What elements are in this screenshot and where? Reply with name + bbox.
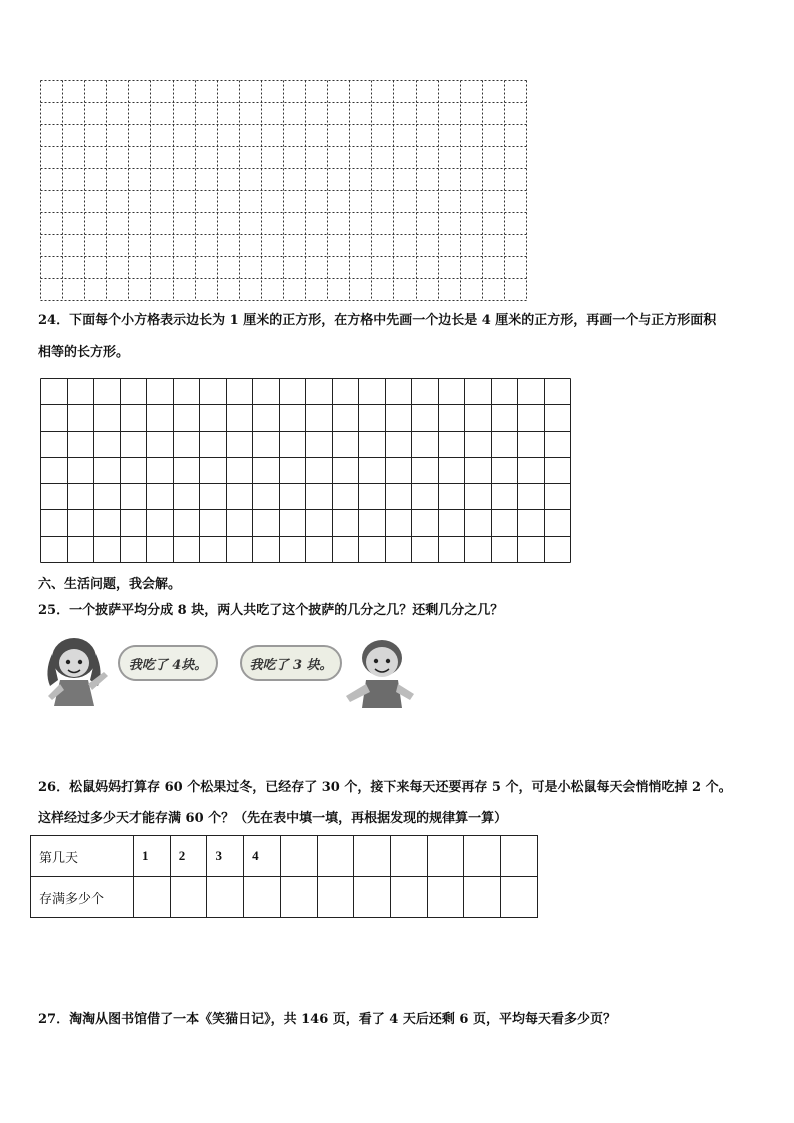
day-cell[interactable] xyxy=(354,836,391,877)
days-table xyxy=(30,835,538,918)
day-cell[interactable] xyxy=(501,836,538,877)
boy-illustration xyxy=(340,634,422,710)
boy-speech-bubble: 我吃了 3 块。 xyxy=(240,645,342,681)
stored-cell[interactable] xyxy=(244,877,281,918)
question-26-line2: 这样经过多少天才能存满 60 个？（先在表中填一填，再根据发现的规律算一算） xyxy=(38,811,508,826)
stored-cell[interactable] xyxy=(170,877,207,918)
square-grid xyxy=(40,378,572,564)
stored-cell[interactable] xyxy=(354,877,391,918)
question-24-line2: 相等的长方形。 xyxy=(38,345,130,360)
girl-speech-bubble: 我吃了 4块。 xyxy=(118,645,218,681)
day-cell[interactable] xyxy=(280,836,317,877)
girl-illustration xyxy=(38,632,118,708)
stored-cell[interactable] xyxy=(391,877,428,918)
day-cell[interactable]: 3 xyxy=(207,836,244,877)
question-25-text: 25．一个披萨平均分成 8 块，两人共吃了这个披萨的几分之几？还剩几分之几？ xyxy=(38,603,504,618)
day-cell[interactable]: 4 xyxy=(244,836,281,877)
stored-cell[interactable] xyxy=(207,877,244,918)
question-26-line1: 26．松鼠妈妈打算存 60 个松果过冬，已经存了 30 个，接下来每天还要再存 5 个，可是小松鼠每天会悄悄吃掉 2 个。 xyxy=(38,780,732,795)
day-cell[interactable] xyxy=(317,836,354,877)
stored-cell[interactable] xyxy=(317,877,354,918)
day-cell[interactable]: 1 xyxy=(134,836,171,877)
day-cell[interactable] xyxy=(464,836,501,877)
table-row xyxy=(31,836,538,877)
dotted-grid-top xyxy=(40,80,528,302)
stored-cell[interactable] xyxy=(280,877,317,918)
section-6-title: 六、生活问题，我会解。 xyxy=(38,577,182,592)
table-row xyxy=(31,877,538,918)
stored-cell[interactable] xyxy=(501,877,538,918)
stored-cell[interactable] xyxy=(134,877,171,918)
row-label-day: 第几天 xyxy=(31,836,134,877)
question-24-line1: 24．下面每个小方格表示边长为 1 厘米的正方形，在方格中先画一个边长是 4 厘米的正方形，再画一个与正方形面积 xyxy=(38,313,717,328)
question-27-text: 27．淘淘从图书馆借了一本《笑猫日记》，共 146 页，看了 4 天后还剩 6 页，平均每天看多少页？ xyxy=(38,1012,616,1027)
stored-cell[interactable] xyxy=(464,877,501,918)
day-cell[interactable] xyxy=(427,836,464,877)
day-cell[interactable] xyxy=(391,836,428,877)
stored-cell[interactable] xyxy=(427,877,464,918)
day-cell[interactable]: 2 xyxy=(170,836,207,877)
row-label-stored: 存满多少个 xyxy=(31,877,134,918)
